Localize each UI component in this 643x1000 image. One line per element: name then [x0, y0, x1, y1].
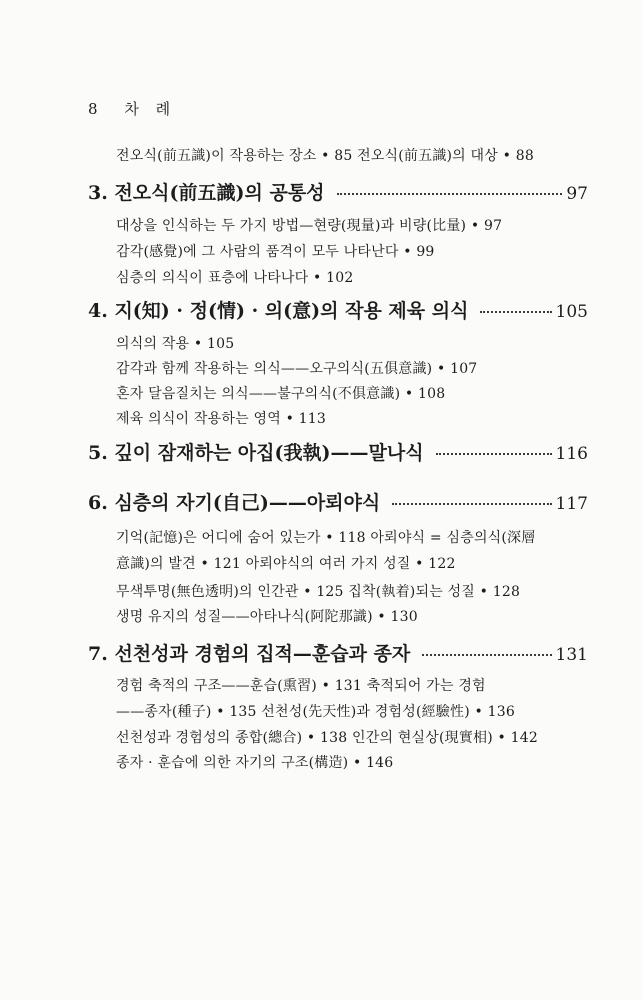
toc-subentry-line: 경험 축적의 구조——훈습(熏習) • 131 축적되어 가는 경험	[116, 678, 486, 694]
chapter-page-number: 131	[555, 645, 588, 665]
chapter-title: 7. 선천성과 경험의 집적—훈습과 종자	[88, 643, 411, 665]
toc-subentry-line: 대상을 인식하는 두 가지 방법—현량(現量)과 비량(比量) • 97	[116, 218, 503, 234]
toc-subentry-line: 혼자 달음질치는 의식——불구의식(不俱意識) • 108	[116, 386, 446, 402]
toc-subentry-line: 제육 의식이 작용하는 영역 • 113	[116, 411, 326, 427]
toc-subentry-line: 생명 유지의 성질——아타나식(阿陀那識) • 130	[116, 609, 418, 625]
chapter-title: 5. 깊이 잠재하는 아집(我執)——말나식	[88, 442, 424, 464]
toc-subentry-line: 종자 · 훈습에 의한 자기의 구조(構造) • 146	[116, 755, 394, 771]
chapter-page-number: 97	[566, 184, 588, 204]
dot-leader	[436, 453, 552, 455]
toc-subentry-line: 전오식(前五識)이 작용하는 장소 • 85 전오식(前五識)의 대상 • 88	[116, 148, 534, 164]
running-head-label: 차 례	[124, 100, 177, 118]
toc-chapter-entry	[88, 438, 588, 465]
dot-leader	[392, 503, 551, 505]
toc-subentry-line: 意識)의 발견 • 121 아뢰야식의 여러 가지 성질 • 122	[116, 556, 456, 572]
toc-subentry-line: 심층의 의식이 표층에 나타나다 • 102	[116, 270, 354, 286]
page-number: 8	[88, 100, 104, 118]
dot-leader	[337, 193, 563, 195]
toc-chapter-entry	[88, 296, 588, 323]
toc-subentry-line: 선천성과 경험성의 종합(總合) • 138 인간의 현실상(現實相) • 142	[116, 730, 538, 746]
toc-subentry-line: 무색투명(無色透明)의 인간관 • 125 집착(執着)되는 성질 • 128	[116, 584, 521, 600]
toc-subentry-line: 감각(感覺)에 그 사람의 품격이 모두 나타난다 • 99	[116, 244, 435, 260]
toc-subentry-line: ——종자(種子) • 135 선천성(先天性)과 경험성(經驗性) • 136	[116, 704, 515, 720]
toc-subentry-line: 의식의 작용 • 105	[116, 336, 235, 352]
chapter-page-number: 116	[555, 444, 588, 464]
chapter-title: 3. 전오식(前五識)의 공통성	[88, 182, 325, 204]
chapter-title: 4. 지(知) · 정(情) · 의(意)의 작용 제육 의식	[88, 300, 469, 322]
dot-leader	[480, 311, 551, 313]
toc-subentry-line: 기억(記憶)은 어디에 숨어 있는가 • 118 아뢰야식 = 심층의식(深層	[116, 530, 536, 546]
running-head	[88, 98, 176, 119]
toc-chapter-entry	[88, 639, 588, 666]
chapter-title: 6. 심층의 자기(自己)——아뢰야식	[88, 492, 381, 514]
chapter-page-number: 105	[555, 302, 588, 322]
toc-chapter-entry	[88, 488, 588, 515]
toc-subentry-line: 감각과 함께 작용하는 의식——오구의식(五俱意識) • 107	[116, 361, 478, 377]
chapter-page-number: 117	[555, 494, 588, 514]
dot-leader	[422, 654, 551, 656]
toc-chapter-entry	[88, 178, 588, 205]
